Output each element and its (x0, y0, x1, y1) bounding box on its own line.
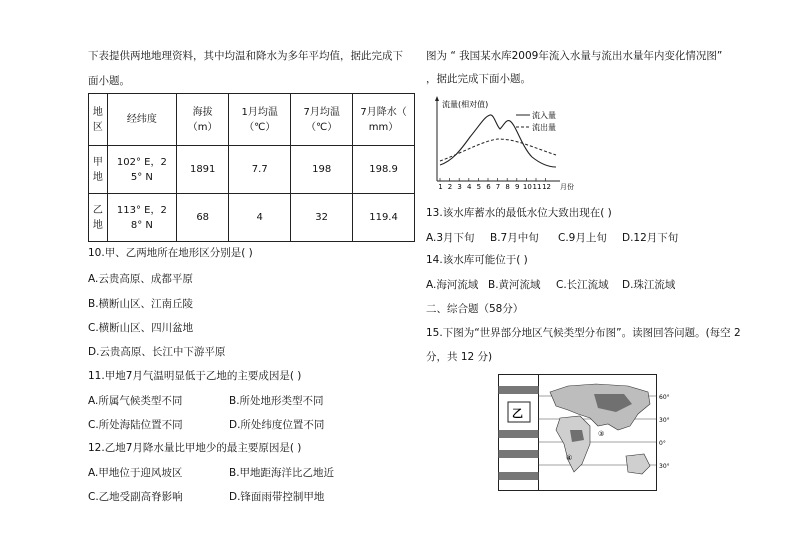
row-jan-temp: 7.7 (229, 146, 291, 194)
row-altitude: 1891 (177, 146, 229, 194)
q10-option-d[interactable]: D.云贵高原、长江中下游平原 (88, 346, 226, 358)
legend-outflow: 流出量 (532, 123, 556, 132)
month-tick-label: 3 (457, 183, 462, 190)
month-tick-label: 11 (532, 183, 542, 190)
row-jul-rain: 119.4 (353, 194, 415, 242)
section-heading: 二、综合题（58分） (426, 303, 524, 315)
q10-option-b[interactable]: B.横断山区、江南丘陵 (88, 298, 194, 310)
legend-inflow: 流入量 (532, 111, 556, 120)
table-intro-line1: 下表提供两地地理资料，其中均温和降水为多年平均值，据此完成下 (88, 50, 403, 62)
header-jul-temp: 7月均温 （℃） (291, 94, 353, 146)
q14-option-c[interactable]: C.长江流域 (556, 279, 609, 291)
row-coords: 102° E，2 5° N (107, 146, 176, 194)
y-axis-arrow (435, 96, 439, 101)
month-tick-label: 12 (542, 183, 552, 190)
reservoir-flow-chart (432, 95, 582, 190)
question-14: 14.该水库可能位于( ) (426, 254, 528, 266)
q11-option-a[interactable]: A.所属气候类型不同 (88, 395, 183, 407)
header-jan-temp: 1月均温 （℃） (229, 94, 291, 146)
header-altitude: 海拔 （m） (177, 94, 229, 146)
q13-option-d[interactable]: D.12月下旬 (622, 232, 679, 244)
question-12: 12.乙地7月降水量比甲地少的最主要原因是( ) (88, 442, 302, 454)
q12-option-d[interactable]: D.锋面雨带控制甲地 (229, 491, 325, 503)
q13-option-a[interactable]: A.3月下旬 (426, 232, 475, 244)
table-intro-line2: 面小题。 (88, 75, 130, 87)
question-15-line1: 15.下图为“世界部分地区气候类型分布图”。读图回答问题。(每空 2 (426, 327, 741, 339)
world-climate-map (498, 374, 698, 492)
question-11: 11.甲地7月气温明显低于乙地的主要成因是( ) (88, 370, 302, 382)
month-tick-label: 8 (505, 183, 510, 190)
q13-option-c[interactable]: C.9月上旬 (558, 232, 607, 244)
table-row (89, 146, 415, 194)
legend-band (499, 430, 539, 438)
table-header-row (89, 94, 415, 146)
header-region: 地 区 (89, 94, 108, 146)
lat-label: 30° (659, 463, 670, 470)
question-10: 10.甲、乙两地所在地形区分别是( ) (88, 247, 253, 259)
lat-label: 60° (659, 394, 670, 401)
chart-xlabel: 月份 (560, 183, 574, 190)
row-jul-temp: 32 (291, 194, 353, 242)
q14-option-a[interactable]: A.海河流域 (426, 279, 479, 291)
question-13: 13.该水库蓄水的最低水位大致出现在( ) (426, 207, 612, 219)
chart-intro-line2: ，据此完成下面小题。 (426, 73, 531, 85)
outflow-curve (440, 139, 556, 161)
month-tick-label: 1 (438, 183, 443, 190)
row-place: 乙 地 (89, 194, 108, 242)
row-coords: 113° E，2 8° N (107, 194, 176, 242)
question-15-line2: 分，共 12 分) (426, 351, 493, 363)
q11-option-b[interactable]: B.所处地形类型不同 (229, 395, 324, 407)
legend-band (499, 450, 539, 458)
geo-data-table (88, 93, 415, 242)
row-jul-rain: 198.9 (353, 146, 415, 194)
q14-option-d[interactable]: D.珠江流域 (622, 279, 676, 291)
month-tick-labels (438, 178, 551, 190)
row-place: 甲 地 (89, 146, 108, 194)
legend-band (499, 386, 539, 394)
month-tick-label: 5 (476, 183, 482, 190)
month-tick-label: 4 (467, 183, 472, 190)
q12-option-b[interactable]: B.甲地距海洋比乙地近 (229, 467, 335, 479)
lat-label: 0° (659, 440, 666, 447)
q11-option-c[interactable]: C.所处海陆位置不同 (88, 419, 183, 431)
row-jul-temp: 198 (291, 146, 353, 194)
row-altitude: 68 (177, 194, 229, 242)
header-coords: 经纬度 (107, 94, 176, 146)
label-yi: 乙 (512, 407, 523, 420)
dark-climate-zone (570, 430, 584, 442)
header-jul-rain: 7月降水（ mm） (353, 94, 415, 146)
q14-option-b[interactable]: B.黄河流域 (488, 279, 541, 291)
q10-option-c[interactable]: C.横断山区、四川盆地 (88, 322, 194, 334)
month-tick-label: 7 (495, 183, 501, 190)
lat-label: 30° (659, 417, 670, 424)
q11-option-d[interactable]: D.所处纬度位置不同 (229, 419, 325, 431)
q12-option-a[interactable]: A.甲地位于迎风坡区 (88, 467, 183, 479)
marker-4: ④ (566, 454, 573, 462)
row-jan-temp: 4 (229, 194, 291, 242)
month-tick-label: 10 (522, 183, 532, 190)
table-row (89, 194, 415, 242)
q12-option-c[interactable]: C.乙地受副高脊影响 (88, 491, 183, 503)
chart-intro-line1: 图为 “ 我国某水库2009年流入水量与流出水量年内变化情况图” (426, 50, 723, 62)
q13-option-b[interactable]: B.7月中旬 (490, 232, 539, 244)
month-tick-label: 6 (486, 183, 491, 190)
q10-option-a[interactable]: A.云贵高原、成都平原 (88, 273, 193, 285)
marker-3: ③ (598, 430, 605, 438)
month-tick-label: 9 (515, 183, 520, 190)
legend-band (499, 472, 539, 480)
chart-ylabel: 流量(相对值) (442, 100, 489, 109)
month-tick-label: 2 (447, 183, 453, 190)
